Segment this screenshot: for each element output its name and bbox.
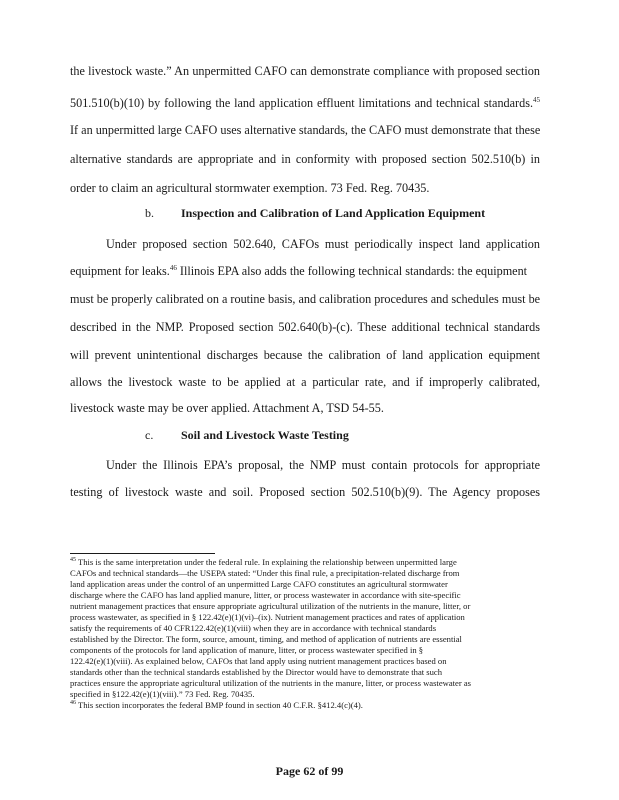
body-line: described in the NMP. Proposed section 502.640(b)-(c). These additional technical standards [70, 320, 540, 334]
footnote-separator [70, 553, 215, 554]
heading-number: b. [145, 206, 154, 220]
body-line: must be properly calibrated on a routine basis, and calibration procedures and schedules must be [70, 292, 541, 306]
footnote-45-line: CAFOs and technical standards—the USEPA stated: “Under this final rule, a precipitation-related discharge from [70, 568, 460, 578]
heading-number: c. [145, 428, 154, 442]
footnote-ref-45[interactable]: 45 [533, 95, 540, 104]
body-line: Under proposed section 502.640, CAFOs must periodically inspect land application [106, 237, 540, 251]
footnote-46-line: $^{46}$ This section incorporates the federal BMP found in section 40 C.F.R. §412.4(c)(4). [70, 700, 363, 710]
footnote-45-line: specified in §122.42(e)(1)(viii).” 73 Fed. Reg. 70435. [70, 689, 255, 699]
heading-title: Inspection and Calibration of Land Application Equipment [181, 206, 486, 220]
footnote-number: 46 [70, 700, 76, 707]
body-line: will prevent unintentional discharges because the calibration of land application equipment [70, 348, 540, 362]
body-line: equipment for leaks.$^{46}$ Illinois EPA also adds the following technical standards: the equipment [70, 263, 528, 278]
body-line: livestock waste may be over applied. Attachment A, TSD 54-55. [70, 401, 384, 415]
body-line: allows the livestock waste to be applied at a particular rate, and if improperly calibrated, [70, 375, 540, 389]
footnote-45-line: land application areas under the control of an unpermitted Large CAFO constitutes an agricultural stormwater [70, 579, 448, 589]
body-line: Under the Illinois EPA’s proposal, the NMP must contain protocols for appropriate [106, 458, 540, 472]
footnote-45-line: practices ensure the appropriate agricultural utilization of the nutrients in the manure, litter, or process wastewater as [70, 678, 472, 688]
body-line: If an unpermitted large CAFO uses alternative standards, the CAFO must demonstrate that these [70, 123, 541, 137]
heading-title: Soil and Livestock Waste Testing [181, 428, 349, 442]
section-heading-c [145, 427, 349, 443]
footnote-45-line: nutrient management practices that ensure appropriate agricultural utilization of the nutrients in the manure, litter, or [70, 601, 471, 611]
footnote-45-line: $^{45}$ This is the same interpretation under the federal rule. In explaining the relationship between unpermitted large [70, 557, 457, 567]
footnote-45-line: satisfy the requirements of 40 CFR122.42(e)(1)(viii) when they are in accordance with technical standards [70, 623, 437, 633]
body-line: alternative standards are appropriate and in conformity with proposed section 502.510(b) in [70, 152, 540, 166]
body-line: testing of livestock waste and soil. Proposed section 502.510(b)(9). The Agency proposes [70, 485, 540, 499]
body-line: order to claim an agricultural stormwater exemption. 73 Fed. Reg. 70435. [70, 181, 430, 195]
footnote-45-line: components of the protocols for land application of manure, litter, or process wastewater specified in § [70, 645, 424, 655]
body-line: the livestock waste.” An unpermitted CAFO can demonstrate compliance with proposed section [70, 64, 540, 78]
footnote-45-line: discharge where the CAFO has land applied manure, litter, or process wastewater in accordance with site-specific [70, 590, 461, 600]
footnote-45-line: 122.42(e)(1)(viii). As explained below, CAFOs that land apply using nutrient management practices based on [70, 656, 447, 666]
body-line: 501.510(b)(10) by following the land application effluent limitations and technical standards.$^{45}$ [70, 95, 540, 110]
footnote-ref-46[interactable]: 46 [169, 263, 177, 272]
footnote-number: 45 [70, 557, 76, 564]
page-number: Page 62 of 99 [275, 764, 344, 778]
footnote-45-line: established by the Director. The form, source, amount, timing, and method of application of nutrients are essential [70, 634, 462, 644]
footnote-45-line: process wastewater, as specified in § 122.42(e)(1)(vi)–(ix). Nutrient management practices and rates of application [70, 612, 465, 622]
section-heading-b [145, 205, 485, 221]
footnote-45-line: standards other than the technical standards established by the Director would have to demonstrate that such [70, 667, 443, 677]
